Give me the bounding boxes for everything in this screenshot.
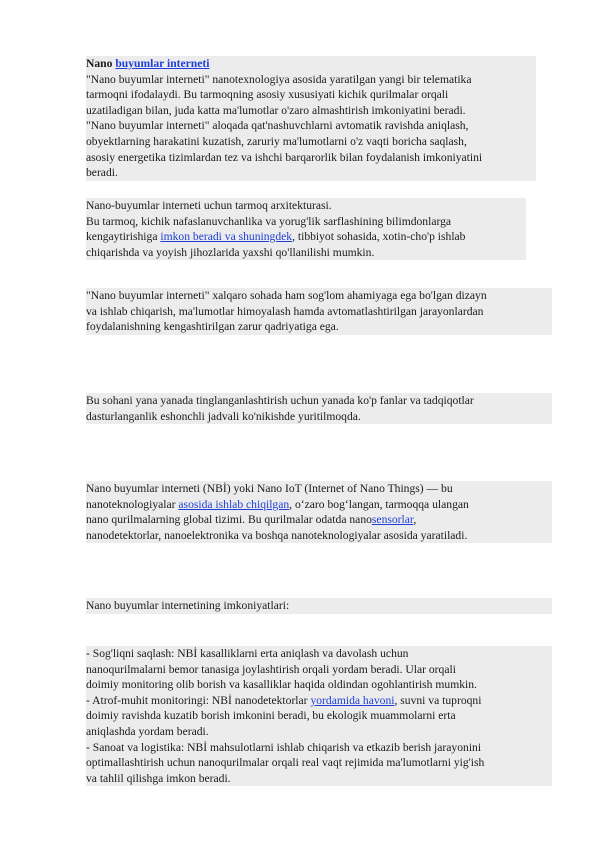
doc-title [86, 56, 536, 72]
intro-block [86, 56, 536, 181]
p3-line: "Nano buyumlar interneti" xalqaro sohada ham sog'lom ahamiyaga ega bo'lgan dizayn [86, 289, 487, 302]
capabilities-heading-block [86, 598, 552, 614]
link-asosida-ishlab[interactable]: asosida ishlab chiqilgan [178, 497, 290, 511]
p1-line: "Nano buyumlar interneti" nanotexnologiya asosida yaratilgan yangi bir telematika [86, 72, 472, 86]
p7-line: doimiy monitoring olib borish va kasalliklar haqida oldindan ogohlantirish mumkin. [86, 678, 477, 692]
p5-line: Nano buyumlar interneti (NBİ) yoki Nano IoT (Internet of Nano Things) — bu [86, 482, 453, 495]
p7-line: doimiy ravishda kuzatib borish imkonini beradi, bu ekologik muammolarni erta [86, 709, 456, 723]
p1-line: tarmoqni ifodalaydi. Bu tarmoqning asosiy xususiyati kichik qurilmalar orqali [86, 88, 449, 102]
p5-line: nano qurilmalarning global tizimi. Bu qurilmalar odatda nanosensorlar, [86, 513, 417, 527]
p5-line: nanoteknologiyalar asosida ishlab chiqilgan, o‘zaro bog‘langan, tarmoqqa ulangan [86, 497, 469, 511]
architecture-block [86, 198, 526, 260]
p7-line: - Sog'liqni saqlash: NBİ kasalliklarni erta aniqlash va davolash uchun [86, 647, 409, 660]
p1-line: beradi. [86, 166, 118, 180]
international-block [86, 288, 552, 335]
p2-line: Bu tarmoq, kichik nafaslanuvchanlika va yorug'lik sarflashining bilimdonlarga [86, 214, 452, 228]
p7-line: - Atrof-muhit monitoringi: NBİ nanodetektorlar yordamida havoni, suvni va tuproqni [86, 693, 482, 707]
title-link[interactable]: buyumlar interneti [115, 57, 210, 70]
research-block [86, 393, 552, 424]
p4-line: Bu sohani yana yanada tinglanganlashtirish uchun yanada ko'p fanlar va tadqiqotlar [86, 394, 474, 407]
p7-line: va tahlil qilishga imkon beradi. [86, 771, 231, 785]
p7-line: - Sanoat va logistika: NBİ mahsulotlarni ishlab chiqarish va etkazib berish jarayonini [86, 740, 482, 754]
link-imkon-beradi[interactable]: imkon beradi va shuningdek [160, 230, 293, 244]
p2-line: Nano-buyumlar interneti uchun tarmoq arxitekturasi. [86, 199, 332, 212]
definition-block [86, 481, 552, 543]
p5-line: nanodetektorlar, nanoelektronika va boshqa nanoteknologiyalar asosida yaratiladi. [86, 528, 468, 542]
p7-line: optimallashtirish uchun nanoqurilmalar orqali real vaqt rejimida ma'lumotlarni yig'ish [86, 756, 485, 770]
p2-line: chiqarishda va yoyish jihozlarida yaxshi qo'llanilishi mumkin. [86, 245, 375, 259]
link-yordamida-havoni[interactable]: yordamida havoni [310, 693, 395, 707]
p1-line: obyektlarning harakatini kuzatish, zaruriy ma'lumotlarni o'z vaqti boricha saqlash, [86, 134, 467, 148]
title-prefix: Nano [86, 57, 113, 70]
link-sensorlar[interactable]: sensorlar [371, 513, 414, 527]
p7-line: aniqlashda yordam beradi. [86, 724, 209, 738]
p1-line: asosiy energetika tizimlardan tez va ishchi barqarorlik bilan foydalanish imkoniyatini [86, 150, 483, 164]
p3-line: va ishlab chiqarish, ma'lumotlar himoyalash hamda avtomatlashtirilgan jarayonlardan [86, 304, 484, 318]
p4-line: dasturlanganlik eshonchli jadvali ko'nikishde yuritilmoqda. [86, 409, 361, 423]
capabilities-list-block [86, 646, 552, 786]
p1-line: uzatiladigan bilan, juda katta ma'lumotlar o'zaro almashtirish imkoniyatini beradi. [86, 103, 466, 117]
p7-line: nanoqurilmalarni bemor tanasiga joylashtirish orqali yordam beradi. Ular orqali [86, 662, 456, 676]
p1-line: "Nano buyumlar interneti" aloqada qat'nashuvchlarni avtomatik ravishda aniqlash, [86, 119, 469, 133]
p2-line: kengaytirishiga imkon beradi va shuningdek, tibbiyot sohasida, xotin-cho'p ishlab [86, 230, 466, 244]
capabilities-heading: Nano buyumlar internetining imkoniyatlari: [86, 599, 290, 612]
p3-line: foydalanishning kengashtirilgan zarur qadriyatiga ega. [86, 320, 339, 334]
